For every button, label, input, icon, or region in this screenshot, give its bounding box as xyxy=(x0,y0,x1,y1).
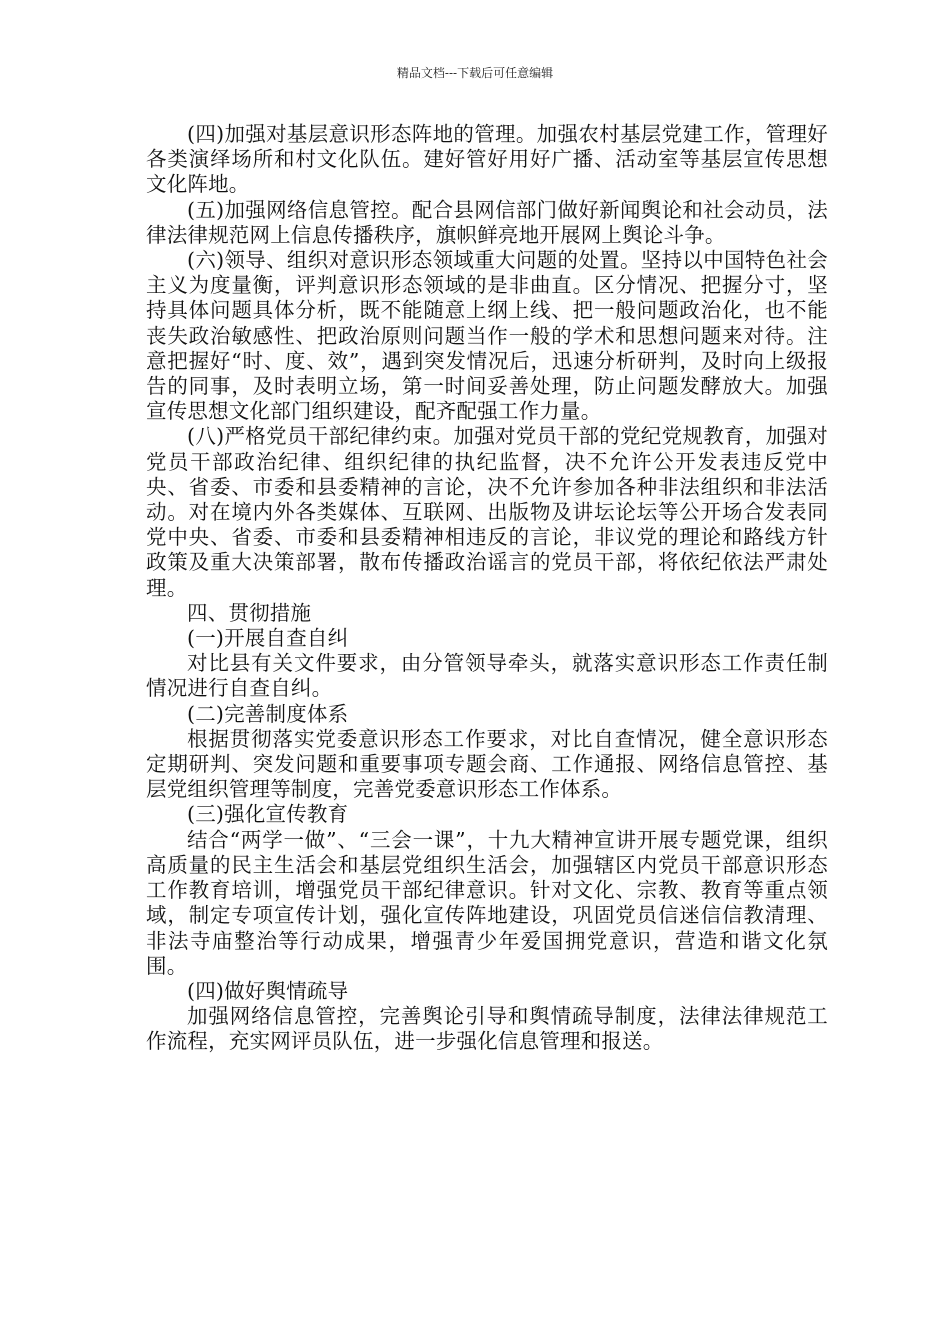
paragraph-system: 根据贯彻落实党委意识形态工作要求，对比自查情况，健全意识形态定期研判、突发问题和重要事项专题会商、工作通报、网络信息管控、基层党组织管理等制度，完善党委意识形态工作体系。 xyxy=(146,726,828,802)
paragraph-4-grassroots: (四)加强对基层意识形态阵地的管理。加强农村基层党建工作，管理好各类演绎场所和村文化队伍。建好管好用好广播、活动室等基层宣传思想文化阵地。 xyxy=(146,122,828,197)
paragraph-self-check: 对比县有关文件要求，由分管领导牵头，就落实意识形态工作责任制情况进行自查自纠。 xyxy=(146,651,828,701)
subheading-public-opinion: (四)做好舆情疏导 xyxy=(187,978,349,1003)
document-body xyxy=(146,122,828,1055)
page-header: 精品文档---下载后可任意编辑 xyxy=(396,66,554,80)
subheading-system: (二)完善制度体系 xyxy=(187,701,349,726)
paragraph-public-opinion: 加强网络信息管控，完善舆论引导和舆情疏导制度，法律法律规范工作流程，充实网评员队伍，进一步强化信息管理和报送。 xyxy=(146,1004,828,1054)
paragraph-6-major-issues: (六)领导、组织对意识形态领域重大问题的处置。坚持以中国特色社会主义为度量衡，评判意识形态领域的是非曲直。区分情况、把握分寸，坚持具体问题具体分析，既不能随意上纲上线、把一般问题政治化，也不能丧失政治敏感性、把政治原则问题当作一般的学术和思想问题来对待。注意把握好“时、度、效”，遇到突发情况后，迅速分析研判，及时向上级报告的同事，及时表明立场，第一时间妥善处理，防止问题发酵放大。加强宣传思想文化部门组织建设，配齐配强工作力量。 xyxy=(146,248,828,424)
paragraph-8-discipline: (八)严格党员干部纪律约束。加强对党员干部的党纪党规教育，加强对党员干部政治纪律、组织纪律的执纪监督，决不允许公开发表违反党中央、省委、市委和县委精神的言论，决不允许参加各种非法组织和非法活动。对在境内外各类媒体、互联网、出版物及讲坛论坛等公开场合发表同党中央、省委、市委和县委精神相违反的言论，非议党的理论和路线方针政策及重大决策部署，散布传播政治谣言的党员干部，将依纪依法严肃处理。 xyxy=(146,424,828,600)
subheading-self-check: (一)开展自查自纠 xyxy=(187,626,349,651)
paragraph-education: 结合“两学一做”、“三会一课”，十九大精神宣讲开展专题党课，组织高质量的民主生活会和基层党组织生活会，加强辖区内党员干部意识形态工作教育培训，增强党员干部纪律意识。针对文化、宗教、教育等重点领域，制定专项宣传计划，强化宣传阵地建设，巩固党员信迷信信教清理、非法寺庙整治等行动成果，增强青少年爱国拥党意识，营造和谐文化氛围。 xyxy=(146,827,828,978)
subheading-education: (三)强化宣传教育 xyxy=(187,802,349,827)
section-heading-measures: 四、贯彻措施 xyxy=(187,600,312,625)
paragraph-5-network: (五)加强网络信息管控。配合县网信部门做好新闻舆论和社会动员，法律法律规范网上信息传播秩序，旗帜鲜亮地开展网上舆论斗争。 xyxy=(146,197,828,247)
